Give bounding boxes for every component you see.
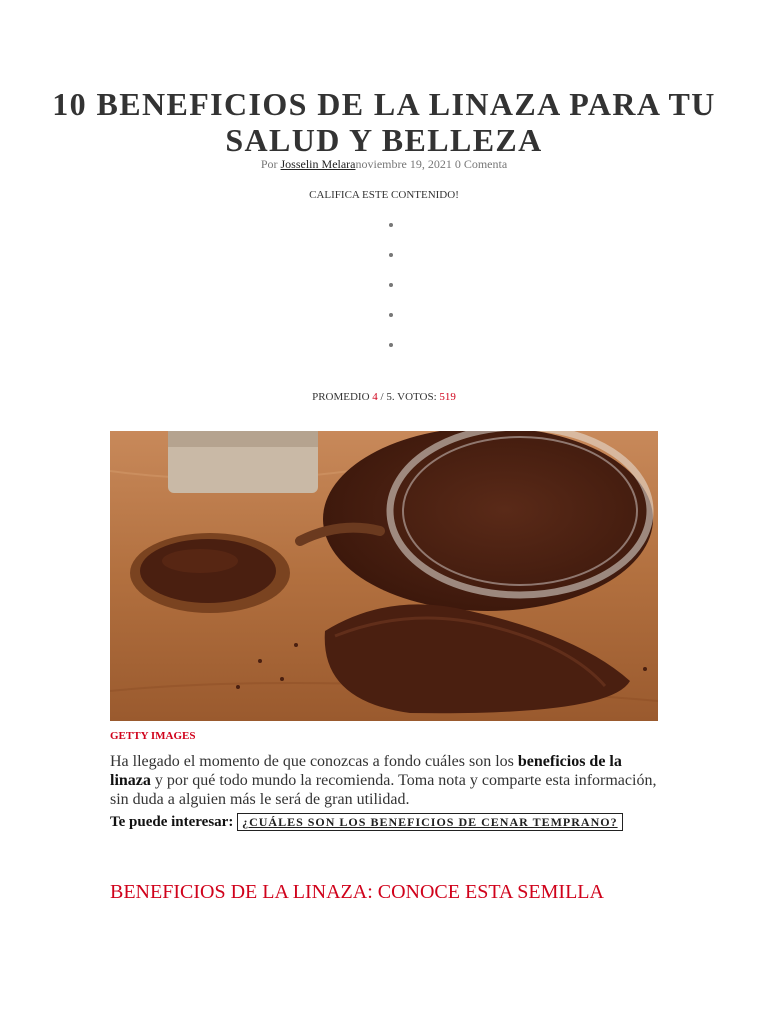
star-5-icon[interactable] [389,343,393,347]
intro-text-2: y por qué todo mundo la recomienda. Toma nota y comparte esta información, sin duda a alguien más le será de gran utilidad. [110,772,657,808]
related-label: Te puede interesar: [110,814,234,830]
intro-bold: beneficios de la linaza [110,753,622,789]
flaxseed-hero-image [110,431,658,721]
comments-count[interactable]: 0 Comenta [454,157,508,171]
post-date: noviembre 19, 2021 [355,157,452,171]
rating-average [0,391,768,403]
related-article-link[interactable]: ¿CUÁLES SON LOS BENEFICIOS DE CENAR TEMPRANO? [237,813,623,831]
votes-count: 519 [439,391,456,403]
related-article [110,810,670,834]
intro-text-1: Ha llegado el momento de que conozcas a fondo cuáles son los [110,753,514,770]
star-4-icon[interactable] [389,313,393,317]
avg-label: PROMEDIO [312,391,370,403]
intro-paragraph [110,752,660,809]
image-credit: GETTY IMAGES [110,730,196,742]
author-link[interactable]: Josselin Melara [280,157,356,171]
rate-prompt: CALIFICA ESTE CONTENIDO! [309,189,459,201]
star-2-icon[interactable] [389,253,393,257]
byline [0,157,768,172]
star-1-icon[interactable] [389,223,393,227]
avg-value: 4 [372,391,378,403]
section-heading: BENEFICIOS DE LA LINAZA: CONOCE ESTA SEMILLA [110,881,604,903]
avg-scale: / 5. VOTOS: [380,391,437,403]
star-3-icon[interactable] [389,283,393,287]
byline-prefix: Por [260,157,278,171]
article-title: 10 BENEFICIOS DE LA LINAZA PARA TU SALUD Y BELLEZA [52,86,716,158]
